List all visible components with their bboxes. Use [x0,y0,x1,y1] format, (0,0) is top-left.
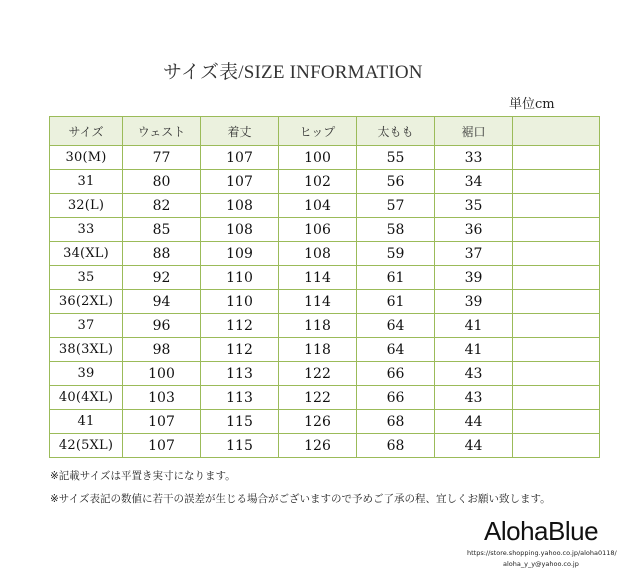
table-cell: 126 [279,410,357,434]
table-row [50,266,600,290]
table-cell: 39 [50,362,123,386]
table-row [50,194,600,218]
table-cell: 80 [123,170,201,194]
table-cell: 41 [435,314,513,338]
note-tolerance: ※サイズ表記の数値に若干の誤差が生じる場合がございますので予めご了承の程、宜しくお願い致します。 [50,493,551,505]
table-cell: 41 [50,410,123,434]
table-cell: 118 [279,338,357,362]
table-cell: 33 [50,218,123,242]
table-cell: 43 [435,386,513,410]
store-email: aloha_y_y@yahoo.co.jp [503,560,579,568]
table-cell: 35 [435,194,513,218]
table-cell: 59 [357,242,435,266]
column-header: ヒップ [279,117,357,146]
table-cell: 68 [357,410,435,434]
table-cell: 115 [201,434,279,458]
table-cell [513,266,600,290]
table-row [50,218,600,242]
page-title: サイズ表/SIZE INFORMATION [163,62,423,83]
table-cell: 43 [435,362,513,386]
table-cell [513,194,600,218]
table-cell: 30(M) [50,146,123,170]
brand-logo: AlohaBlue [484,516,599,546]
table-cell: 98 [123,338,201,362]
table-cell: 108 [201,218,279,242]
table-cell: 115 [201,410,279,434]
table-cell: 42(5XL) [50,434,123,458]
table-cell: 82 [123,194,201,218]
table-row [50,338,600,362]
table-row [50,170,600,194]
table-cell [513,386,600,410]
table-cell [513,218,600,242]
table-cell: 102 [279,170,357,194]
table-cell [513,362,600,386]
table-cell: 58 [357,218,435,242]
table-cell: 106 [279,218,357,242]
table-cell: 114 [279,290,357,314]
table-cell [513,290,600,314]
table-cell: 56 [357,170,435,194]
table-cell: 38(3XL) [50,338,123,362]
table-cell: 77 [123,146,201,170]
column-header: 着丈 [201,117,279,146]
table-cell [513,314,600,338]
unit-label: 単位cm [509,97,555,112]
table-cell: 110 [201,290,279,314]
table-cell: 126 [279,434,357,458]
table-cell: 57 [357,194,435,218]
table-cell: 34 [435,170,513,194]
table-row [50,290,600,314]
table-row [50,146,600,170]
table-row [50,434,600,458]
column-header: サイズ [50,117,123,146]
table-cell: 66 [357,386,435,410]
table-cell: 108 [279,242,357,266]
table-cell: 107 [123,434,201,458]
table-cell: 85 [123,218,201,242]
table-cell: 107 [201,170,279,194]
table-cell [513,146,600,170]
table-row [50,410,600,434]
table-cell: 39 [435,290,513,314]
table-cell: 44 [435,434,513,458]
table-row [50,362,600,386]
table-cell: 112 [201,314,279,338]
table-row [50,386,600,410]
table-cell: 64 [357,338,435,362]
table-cell: 36 [435,218,513,242]
table-cell: 104 [279,194,357,218]
table-cell [513,242,600,266]
table-cell: 114 [279,266,357,290]
table-cell: 108 [201,194,279,218]
store-url: https://store.shopping.yahoo.co.jp/aloha0118/ [467,549,617,557]
note-measurement: ※記載サイズは平置き実寸になります。 [50,470,236,482]
table-cell [513,338,600,362]
table-cell: 68 [357,434,435,458]
table-cell: 103 [123,386,201,410]
table-cell: 100 [123,362,201,386]
table-cell: 32(L) [50,194,123,218]
table-cell: 109 [201,242,279,266]
table-row [50,242,600,266]
table-cell [513,434,600,458]
table-cell: 96 [123,314,201,338]
table-cell [513,410,600,434]
table-cell: 55 [357,146,435,170]
table-cell: 107 [123,410,201,434]
table-cell: 122 [279,362,357,386]
table-cell: 88 [123,242,201,266]
column-header: ウェスト [123,117,201,146]
table-row [50,314,600,338]
table-cell [513,170,600,194]
table-cell: 31 [50,170,123,194]
table-cell: 40(4XL) [50,386,123,410]
table-cell: 100 [279,146,357,170]
table-cell: 37 [50,314,123,338]
table-cell: 35 [50,266,123,290]
table-cell: 64 [357,314,435,338]
table-cell: 44 [435,410,513,434]
table-cell: 122 [279,386,357,410]
table-cell: 118 [279,314,357,338]
table-cell: 33 [435,146,513,170]
size-table [49,116,600,458]
table-cell: 92 [123,266,201,290]
table-cell: 39 [435,266,513,290]
column-header: 裾口 [435,117,513,146]
table-cell: 94 [123,290,201,314]
table-cell: 41 [435,338,513,362]
table-cell: 113 [201,362,279,386]
table-cell: 34(XL) [50,242,123,266]
table-cell: 107 [201,146,279,170]
table-cell: 110 [201,266,279,290]
table-cell: 112 [201,338,279,362]
table-cell: 36(2XL) [50,290,123,314]
table-cell: 61 [357,290,435,314]
table-cell: 61 [357,266,435,290]
column-header: 太もも [357,117,435,146]
column-header [513,117,600,146]
table-cell: 37 [435,242,513,266]
table-cell: 66 [357,362,435,386]
table-cell: 113 [201,386,279,410]
table-header-row [50,117,600,146]
